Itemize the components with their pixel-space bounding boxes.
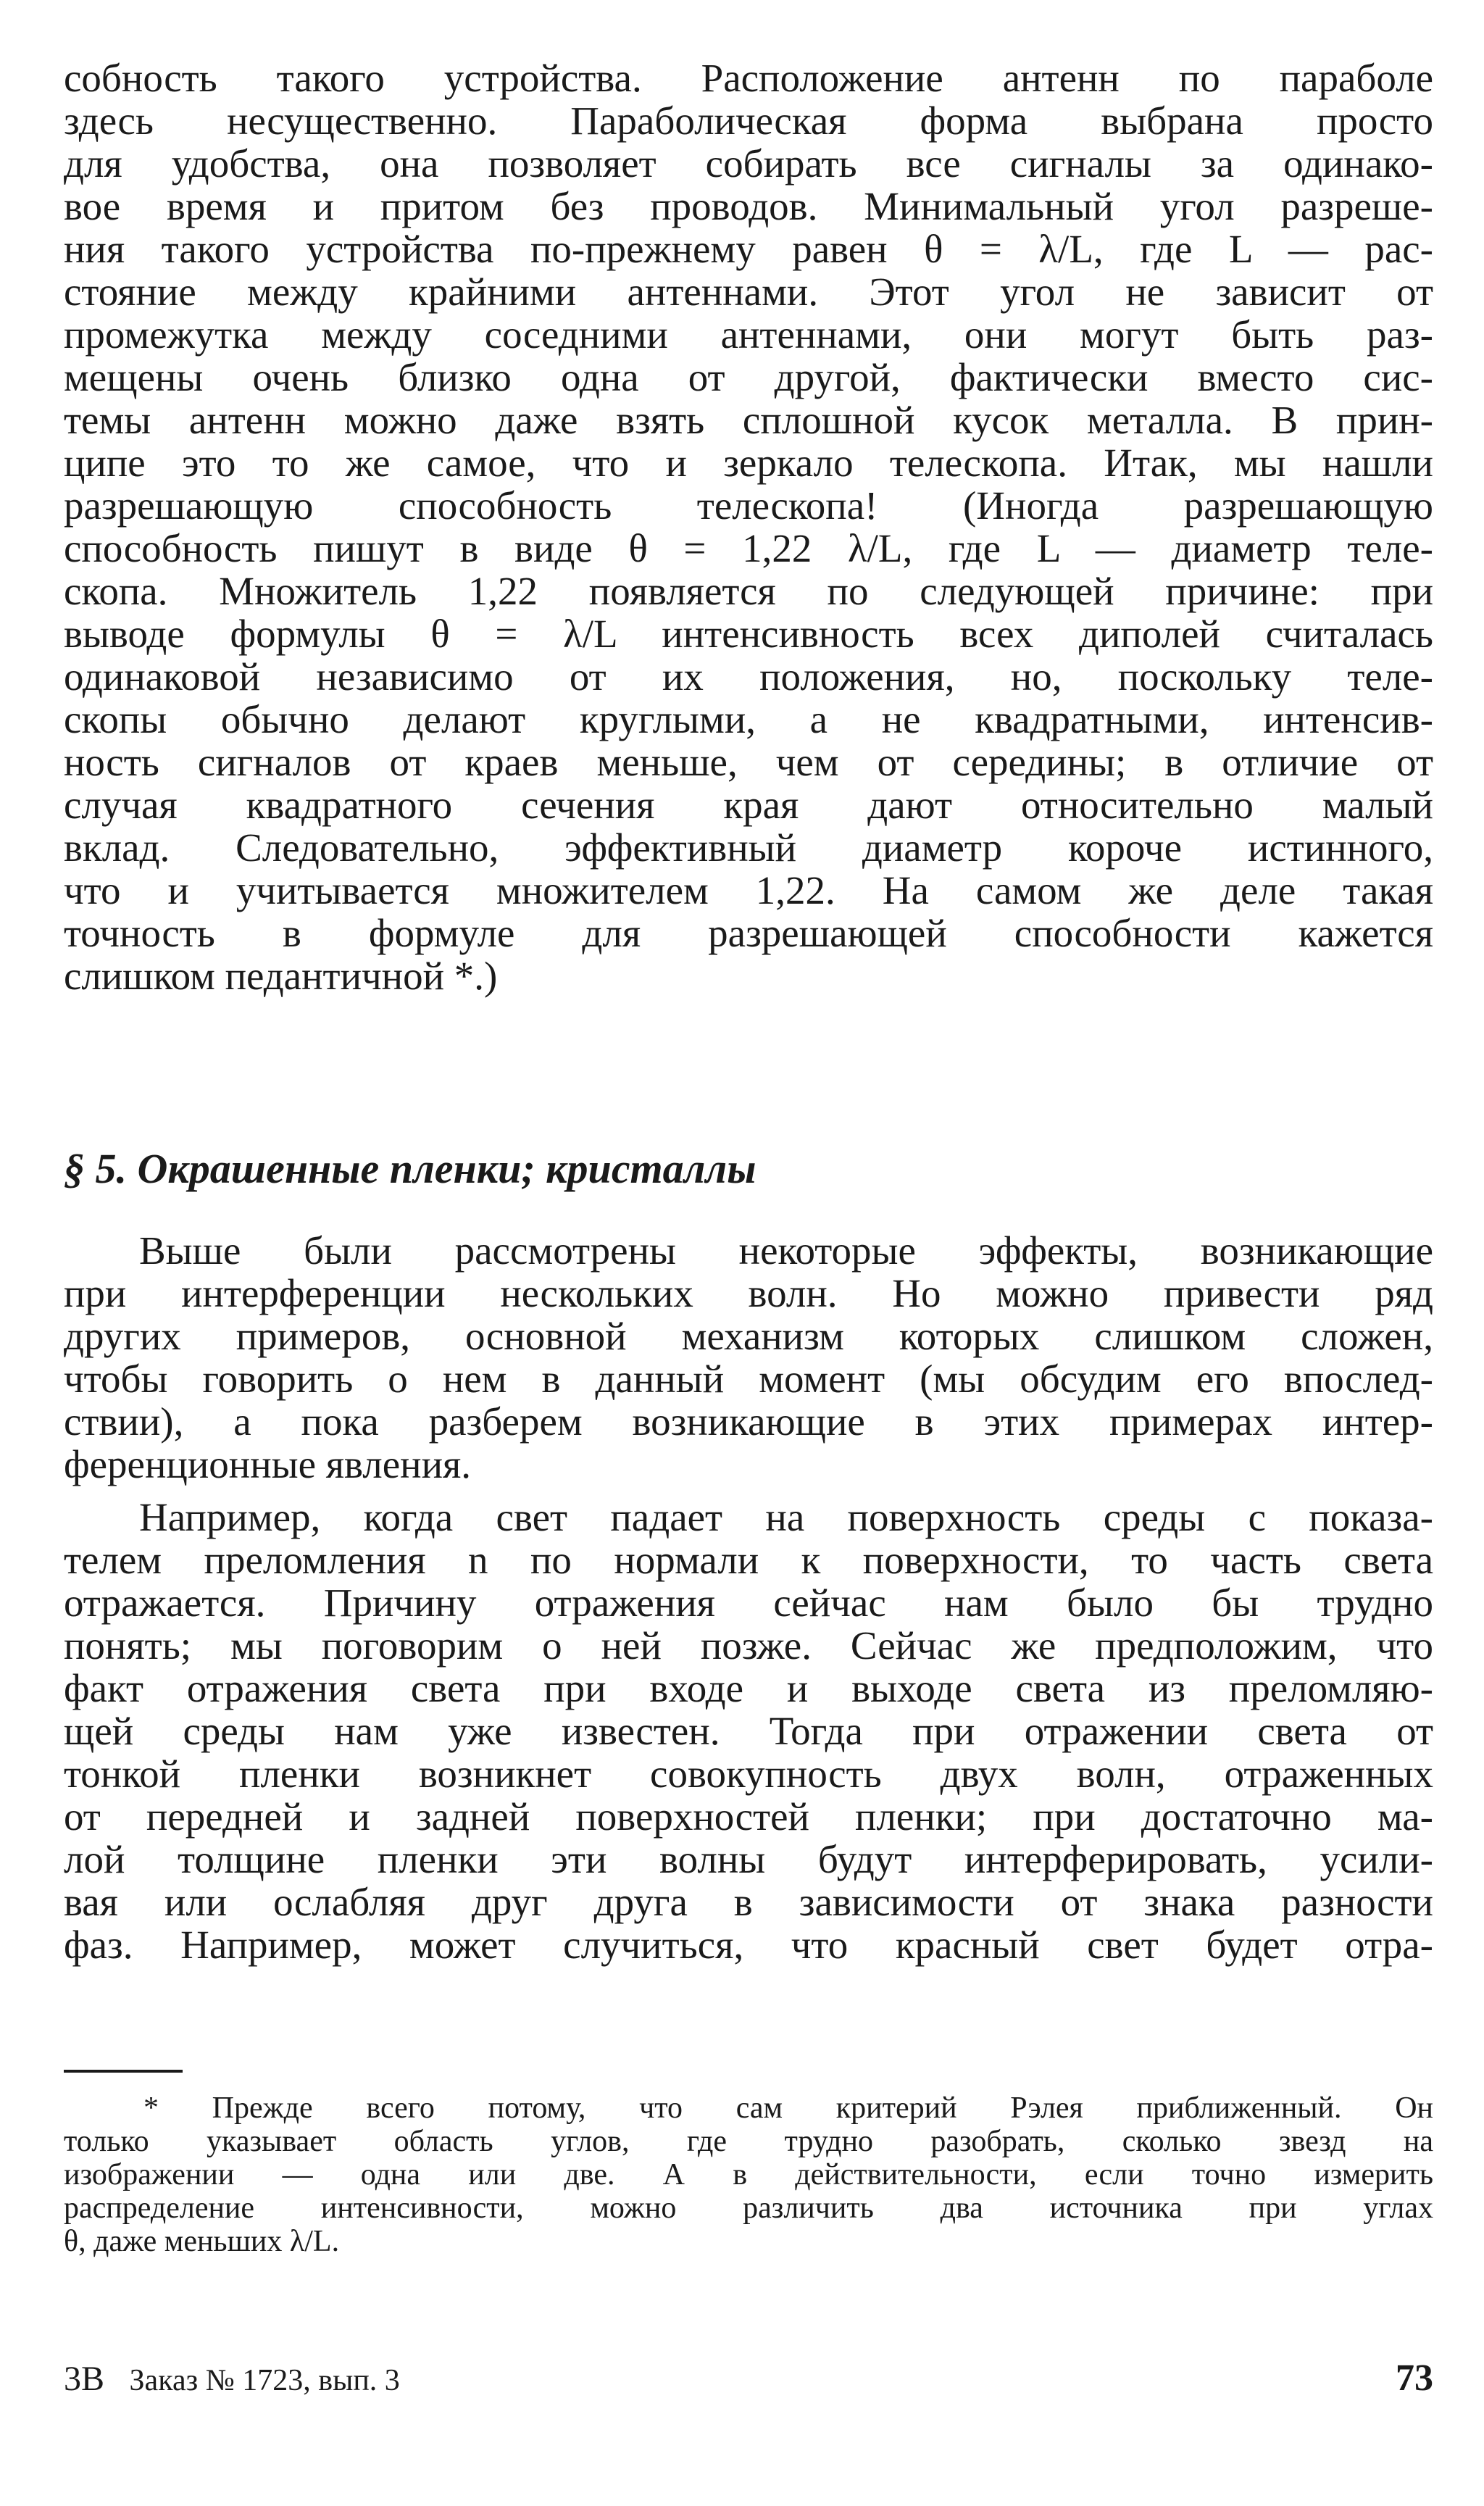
footnote-line: распределение интенсивности, можно различить два источника при углах [64,2191,1433,2225]
text-line: промежутка между соседними антеннами, они могут быть раз- [64,313,1433,357]
text-line: понять; мы поговорим о ней позже. Сейчас же предположим, что [64,1624,1433,1668]
text-line: точность в формуле для разрешающей способности кажется [64,912,1433,955]
text-line: темы антенн можно даже взять сплошной кусок металла. В прин- [64,399,1433,442]
text-line: скопа. Множитель 1,22 появляется по следующей причине: при [64,570,1433,613]
text-line: собность такого устройства. Расположение антенн по параболе [64,57,1433,100]
text-line: других примеров, основной механизм которых слишком сложен, [64,1315,1433,1358]
text-line: ния такого устройства по-прежнему равен θ = λ/L, где L — рас- [64,228,1433,271]
text-line: для удобства, она позволяет собирать все сигналы за одинако- [64,142,1433,186]
signature-order: Заказ № 1723, вып. 3 [129,2364,400,2397]
text-line: вое время и притом без проводов. Минимальный угол разреше- [64,185,1433,228]
text-line: тонкой пленки возникнет совокупность двух волн, отраженных [64,1752,1433,1796]
text-line: щей среды нам уже известен. Тогда при отражении света от [64,1710,1433,1753]
text-line: способность пишут в виде θ = 1,22 λ/L, где L — диаметр теле- [64,527,1433,570]
text-line: Например, когда свет падает на поверхность среды с показа- [139,1496,1433,1539]
text-line: ференционные явления. [64,1443,472,1486]
text-line: что и учитывается множителем 1,22. На самом же деле такая [64,869,1433,912]
page-number: 73 [1396,2357,1433,2399]
footnote-line: изображении — одна или две. А в действительности, если точно измерить [64,2158,1433,2191]
text-line: здесь несущественно. Параболическая форма выбрана просто [64,99,1433,143]
footnote-rule [64,2070,183,2073]
section-heading: § 5. Окрашенные пленки; кристаллы [64,1145,756,1192]
text-line: факт отражения света при входе и выходе света из преломляю- [64,1667,1433,1710]
footnote-line: * Прежде всего потому, что сам критерий Рэлея приближенный. Он [143,2091,1433,2125]
text-line: телем преломления n по нормали к поверхности, то часть света [64,1539,1433,1582]
text-line: слишком педантичной *.) [64,954,498,998]
text-line: фаз. Например, может случиться, что красный свет будет отра- [64,1923,1433,1967]
signature-mark: 3В [64,2360,105,2398]
footnote-line: θ, даже меньших λ/L. [64,2225,340,2258]
text-line: чтобы говорить о нем в данный момент (мы обсудим его впослед- [64,1357,1433,1401]
text-line: стояние между крайними антеннами. Этот угол не зависит от [64,270,1433,314]
footnote-line: только указывает область углов, где трудно разобрать, сколько звезд на [64,2125,1433,2158]
text-line: выводе формулы θ = λ/L интенсивность всех диполей считалась [64,612,1433,656]
text-line: Выше были рассмотрены некоторые эффекты, возникающие [139,1229,1433,1273]
text-line: скопы обычно делают круглыми, а не квадратными, интенсив- [64,698,1433,741]
text-line: отражается. Причину отражения сейчас нам было бы трудно [64,1581,1433,1625]
printer-signature [64,2361,400,2399]
text-line: ность сигналов от краев меньше, чем от середины; в отличие от [64,741,1433,784]
text-line: случая квадратного сечения края дают относительно малый [64,783,1433,827]
text-line: ствии), а пока разберем возникающие в этих примерах интер- [64,1400,1433,1444]
text-line: ципе это то же самое, что и зеркало телескопа. Итак, мы нашли [64,441,1433,485]
text-line: одинаковой независимо от их положения, но, поскольку теле- [64,655,1433,699]
text-line: вая или ослабляя друг друга в зависимости от знака разности [64,1881,1433,1924]
text-line: мещены очень близко одна от другой, фактически вместо сис- [64,356,1433,399]
text-line: от передней и задней поверхностей пленки; при достаточно ма- [64,1795,1433,1839]
text-line: вклад. Следовательно, эффективный диаметр короче истинного, [64,826,1433,870]
text-line: при интерференции нескольких волн. Но можно привести ряд [64,1272,1433,1315]
text-line: разрешающую способность телескопа! (Иногда разрешающую [64,484,1433,528]
text-line: лой толщине пленки эти волны будут интерферировать, усили- [64,1838,1433,1881]
